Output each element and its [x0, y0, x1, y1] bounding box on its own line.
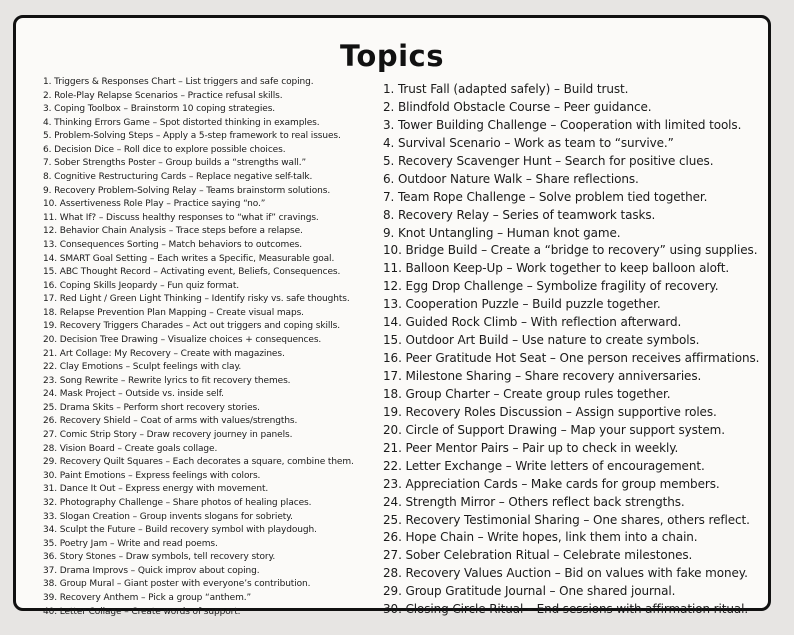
right-topic-item: 26. Hope Chain – Write hopes, link them into a chain.: [383, 530, 698, 545]
right-topic-item: 27. Sober Celebration Ritual – Celebrate milestones.: [383, 548, 693, 563]
left-topic-item: 22. Clay Emotions – Sculpt feelings with clay.: [43, 362, 242, 373]
left-topic-item: 16. Coping Skills Jeopardy – Fun quiz format.: [43, 280, 240, 291]
right-topic-item: 5. Recovery Scavenger Hunt – Search for positive clues.: [383, 153, 714, 168]
right-topic-item: 4. Survival Scenario – Work as team to “survive.”: [383, 135, 674, 150]
left-topic-item: 7. Sober Strengths Poster – Group builds a “strengths wall.”: [43, 158, 307, 169]
topics-card: [13, 15, 771, 617]
left-topic-item: 37. Drama Improvs – Quick improv about coping.: [43, 565, 260, 576]
right-topic-item: 18. Group Charter – Create group rules together.: [383, 386, 671, 401]
left-topic-item: 20. Decision Tree Drawing – Visualize choices + consequences.: [43, 334, 322, 345]
left-topic-item: 39. Recovery Anthem – Pick a group “anthem.”: [43, 592, 252, 603]
left-topic-item: 18. Relapse Prevention Plan Mapping – Create visual maps.: [43, 307, 304, 318]
left-topic-item: 38. Group Mural – Giant poster with everyone’s contribution.: [43, 579, 311, 590]
left-topic-item: 12. Behavior Chain Analysis – Trace steps before a relapse.: [43, 226, 303, 237]
left-topic-item: 2. Role-Play Relapse Scenarios – Practice refusal skills.: [43, 90, 283, 101]
left-topic-item: 13. Consequences Sorting – Match behaviors to outcomes.: [43, 239, 302, 250]
right-topic-item: 17. Milestone Sharing – Share recovery anniversaries.: [383, 369, 702, 383]
left-topic-item: 11. What If? – Discuss healthy responses to “what if” cravings.: [43, 212, 319, 223]
left-topic-item: 14. SMART Goal Setting – Each writes a Specific, Measurable goal.: [43, 253, 335, 264]
right-topic-item: 2. Blindfold Obstacle Course – Peer guidance.: [383, 99, 652, 114]
left-topic-item: 17. Red Light / Green Light Thinking – Identify risky vs. safe thoughts.: [43, 294, 350, 305]
right-topic-item: 11. Balloon Keep-Up – Work together to keep balloon aloft.: [383, 261, 730, 276]
left-topic-item: 29. Recovery Quilt Squares – Each decorates a square, combine them.: [43, 457, 354, 468]
right-topic-item: 24. Strength Mirror – Others reflect back strengths.: [383, 494, 685, 509]
left-topic-item: 35. Poetry Jam – Write and read poems.: [43, 538, 218, 549]
right-topic-item: 19. Recovery Roles Discussion – Assign supportive roles.: [383, 404, 717, 419]
right-topic-item: 10. Bridge Build – Create a “bridge to recovery” using supplies.: [383, 243, 758, 258]
left-topic-item: 9. Recovery Problem-Solving Relay – Teams brainstorm solutions.: [43, 185, 331, 196]
left-topic-item: 26. Recovery Shield – Coat of arms with values/strengths.: [43, 416, 298, 427]
left-topic-item: 28. Vision Board – Create goals collage.: [43, 443, 218, 454]
left-topic-item: 27. Comic Strip Story – Draw recovery journey in panels.: [43, 430, 293, 441]
right-topic-item: 22. Letter Exchange – Write letters of encouragement.: [383, 458, 705, 473]
right-topic-item: 7. Team Rope Challenge – Solve problem tied together.: [383, 189, 708, 204]
right-topic-item: 8. Recovery Relay – Series of teamwork tasks.: [383, 207, 656, 222]
right-topic-item: 25. Recovery Testimonial Sharing – One shares, others reflect.: [383, 512, 750, 527]
left-topic-item: 4. Thinking Errors Game – Spot distorted thinking in examples.: [43, 117, 320, 128]
right-topic-item: 20. Circle of Support Drawing – Map your support system.: [383, 422, 725, 437]
right-topic-item: 3. Tower Building Challenge – Cooperation with limited tools.: [383, 117, 742, 132]
right-topic-item: 30. Closing Circle Ritual – End sessions with affirmation ritual.: [383, 602, 749, 617]
right-topic-item: 28. Recovery Values Auction – Bid on values with fake money.: [383, 566, 748, 581]
right-topic-item: 15. Outdoor Art Build – Use nature to create symbols.: [383, 333, 700, 348]
left-topic-item: 40. Letter Collage – Create words of support.: [43, 606, 241, 617]
left-topic-item: 19. Recovery Triggers Charades – Act out triggers and coping skills.: [43, 321, 341, 332]
right-topic-item: 29. Group Gratitude Journal – One shared journal.: [383, 584, 676, 599]
left-topic-item: 32. Photography Challenge – Share photos of healing places.: [43, 497, 312, 508]
left-topic-item: 33. Slogan Creation – Group invents slogans for sobriety.: [43, 511, 293, 522]
left-topic-item: 1. Triggers & Responses Chart – List triggers and safe coping.: [43, 77, 314, 87]
left-topic-item: 8. Cognitive Restructuring Cards – Replace negative self-talk.: [43, 172, 313, 183]
right-topic-item: 1. Trust Fall (adapted safely) – Build trust.: [383, 82, 629, 96]
left-topic-item: 5. Problem-Solving Steps – Apply a 5-step framework to real issues.: [43, 131, 341, 142]
right-topic-item: 14. Guided Rock Climb – With reflection afterward.: [383, 315, 682, 330]
left-topic-list: [43, 76, 354, 619]
left-topic-item: 30. Paint Emotions – Express feelings with colors.: [43, 470, 261, 481]
left-topic-item: 36. Story Stones – Draw symbols, tell recovery story.: [43, 552, 276, 563]
left-topic-item: 15. ABC Thought Record – Activating event, Beliefs, Consequences.: [43, 267, 341, 278]
left-topic-item: 24. Mask Project – Outside vs. inside self.: [43, 389, 224, 400]
right-topic-item: 9. Knot Untangling – Human knot game.: [383, 225, 621, 240]
left-topic-item: 34. Sculpt the Future – Build recovery symbol with playdough.: [43, 525, 317, 536]
left-topic-item: 31. Dance It Out – Express energy with movement.: [43, 484, 269, 495]
left-topic-item: 6. Decision Dice – Roll dice to explore possible choices.: [43, 144, 286, 155]
right-topic-item: 23. Appreciation Cards – Make cards for group members.: [383, 476, 720, 491]
left-topic-item: 23. Song Rewrite – Rewrite lyrics to fit recovery themes.: [43, 375, 291, 386]
right-topic-list: [383, 81, 759, 619]
right-topic-item: 13. Cooperation Puzzle – Build puzzle together.: [383, 297, 661, 312]
right-topic-item: 6. Outdoor Nature Walk – Share reflections.: [383, 171, 639, 186]
left-topic-item: 21. Art Collage: My Recovery – Create with magazines.: [43, 348, 285, 359]
right-topic-item: 16. Peer Gratitude Hot Seat – One person receives affirmations.: [383, 351, 760, 366]
left-topic-item: 10. Assertiveness Role Play – Practice saying “no.”: [43, 199, 266, 210]
right-topic-item: 12. Egg Drop Challenge – Symbolize fragility of recovery.: [383, 279, 719, 294]
right-topic-item: 21. Peer Mentor Pairs – Pair up to check in weekly.: [383, 440, 679, 455]
page-title: Topics: [339, 39, 444, 73]
left-topic-item: 3. Coping Toolbox – Brainstorm 10 coping strategies.: [43, 104, 276, 115]
left-topic-item: 25. Drama Skits – Perform short recovery stories.: [43, 402, 260, 413]
